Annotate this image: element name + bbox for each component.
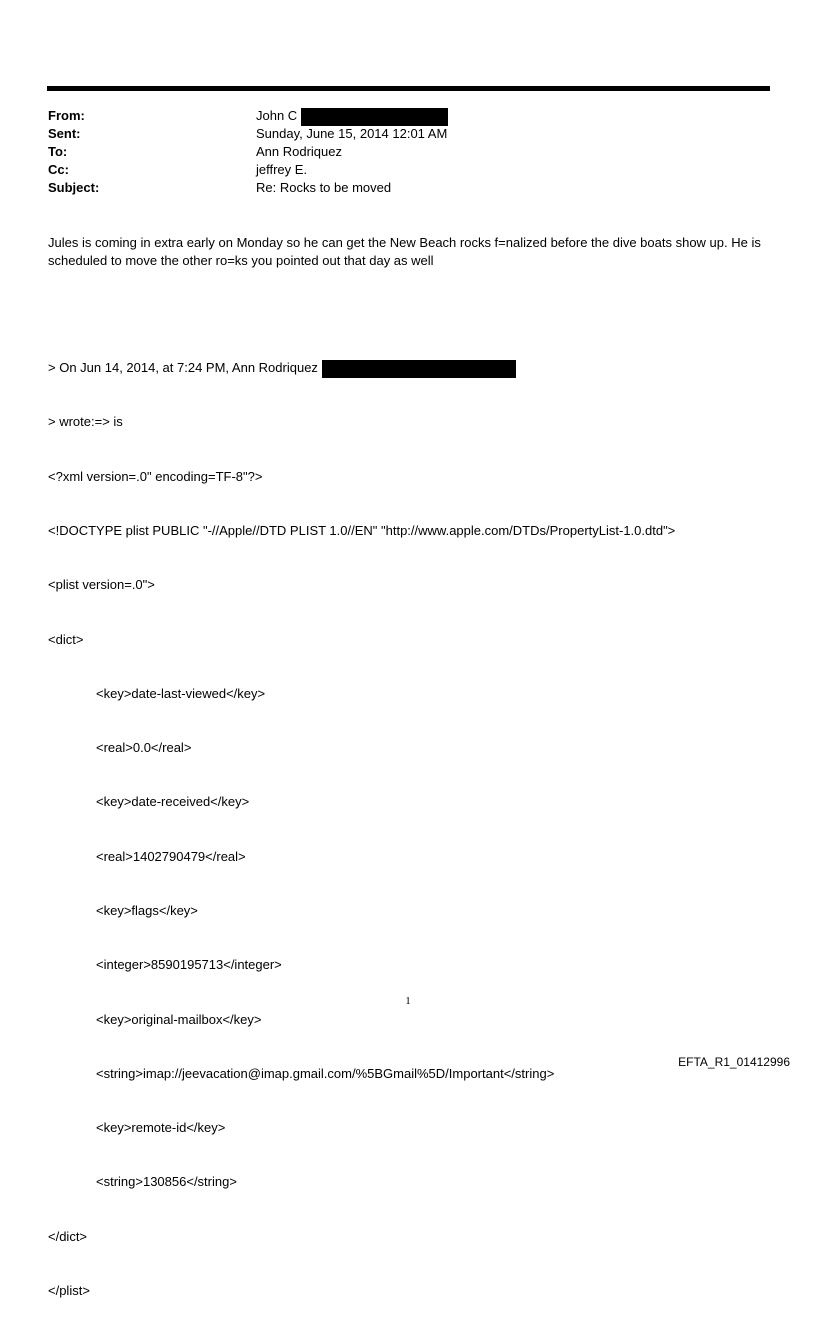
quote-line: <key>date-received</key> [96,794,250,810]
sent-label: Sent: [48,126,81,141]
redaction-box [301,108,448,126]
to-label: To: [48,144,68,159]
document-id: EFTA_R1_01412996 [678,1055,790,1069]
quote-line: <string>imap://jeevacation@imap.gmail.com/%5BGmail%5D/Important</string> [96,1065,555,1081]
quote-line: > wrote:=> is [48,414,123,430]
quote-line: <key>remote-id</key> [96,1120,226,1136]
quote-line: <key>flags</key> [96,903,198,918]
quote-line: </dict> [48,1228,88,1244]
cc-value: jeffrey E. [256,162,308,177]
quote-line: <real>0.0</real> [96,740,192,756]
quote-line: <key>date-last-viewed</key> [96,685,266,701]
quote-line: <integer>8590195713</integer> [96,957,282,973]
quote-line: <plist version=.0"> [48,577,155,593]
quoted-message [48,323,675,1318]
sent-value: Sunday, June 15, 2014 12:01 AM [256,126,448,141]
quote-line: <string>130856</string> [96,1174,237,1190]
quote-line: <dict> [48,631,84,647]
redaction-box [322,360,516,378]
page-number: 1 [405,995,411,1007]
from-name: John C [256,108,298,123]
email-body: Jules is coming in extra early on Monday so he can get the New Beach rocks f=nalized before the dive boats show up. He is scheduled to move the other ro=ks you pointed out that day as well [48,235,761,268]
to-value: Ann Rodriquez [256,144,342,159]
quote-line: <key>original-mailbox</key> [96,1011,262,1027]
quote-line: <!DOCTYPE plist PUBLIC "-//Apple//DTD PLIST 1.0//EN" "http://www.apple.com/DTDs/PropertyList-1.0.dtd"> [48,523,676,539]
cc-label: Cc: [48,162,69,177]
from-label: From: [48,108,85,123]
quote-line [48,359,675,377]
quote-attribution: > On Jun 14, 2014, at 7:24 PM, Ann Rodriquez [48,360,318,376]
subject-label: Subject: [48,180,100,195]
quote-line: </plist> [48,1282,90,1298]
subject-value: Re: Rocks to be moved [256,180,392,195]
quote-line: <?xml version=.0" encoding=TF-8"?> [48,468,263,484]
quote-line: <real>1402790479</real> [96,848,246,864]
from-value [256,107,448,126]
header-rule [47,86,770,91]
